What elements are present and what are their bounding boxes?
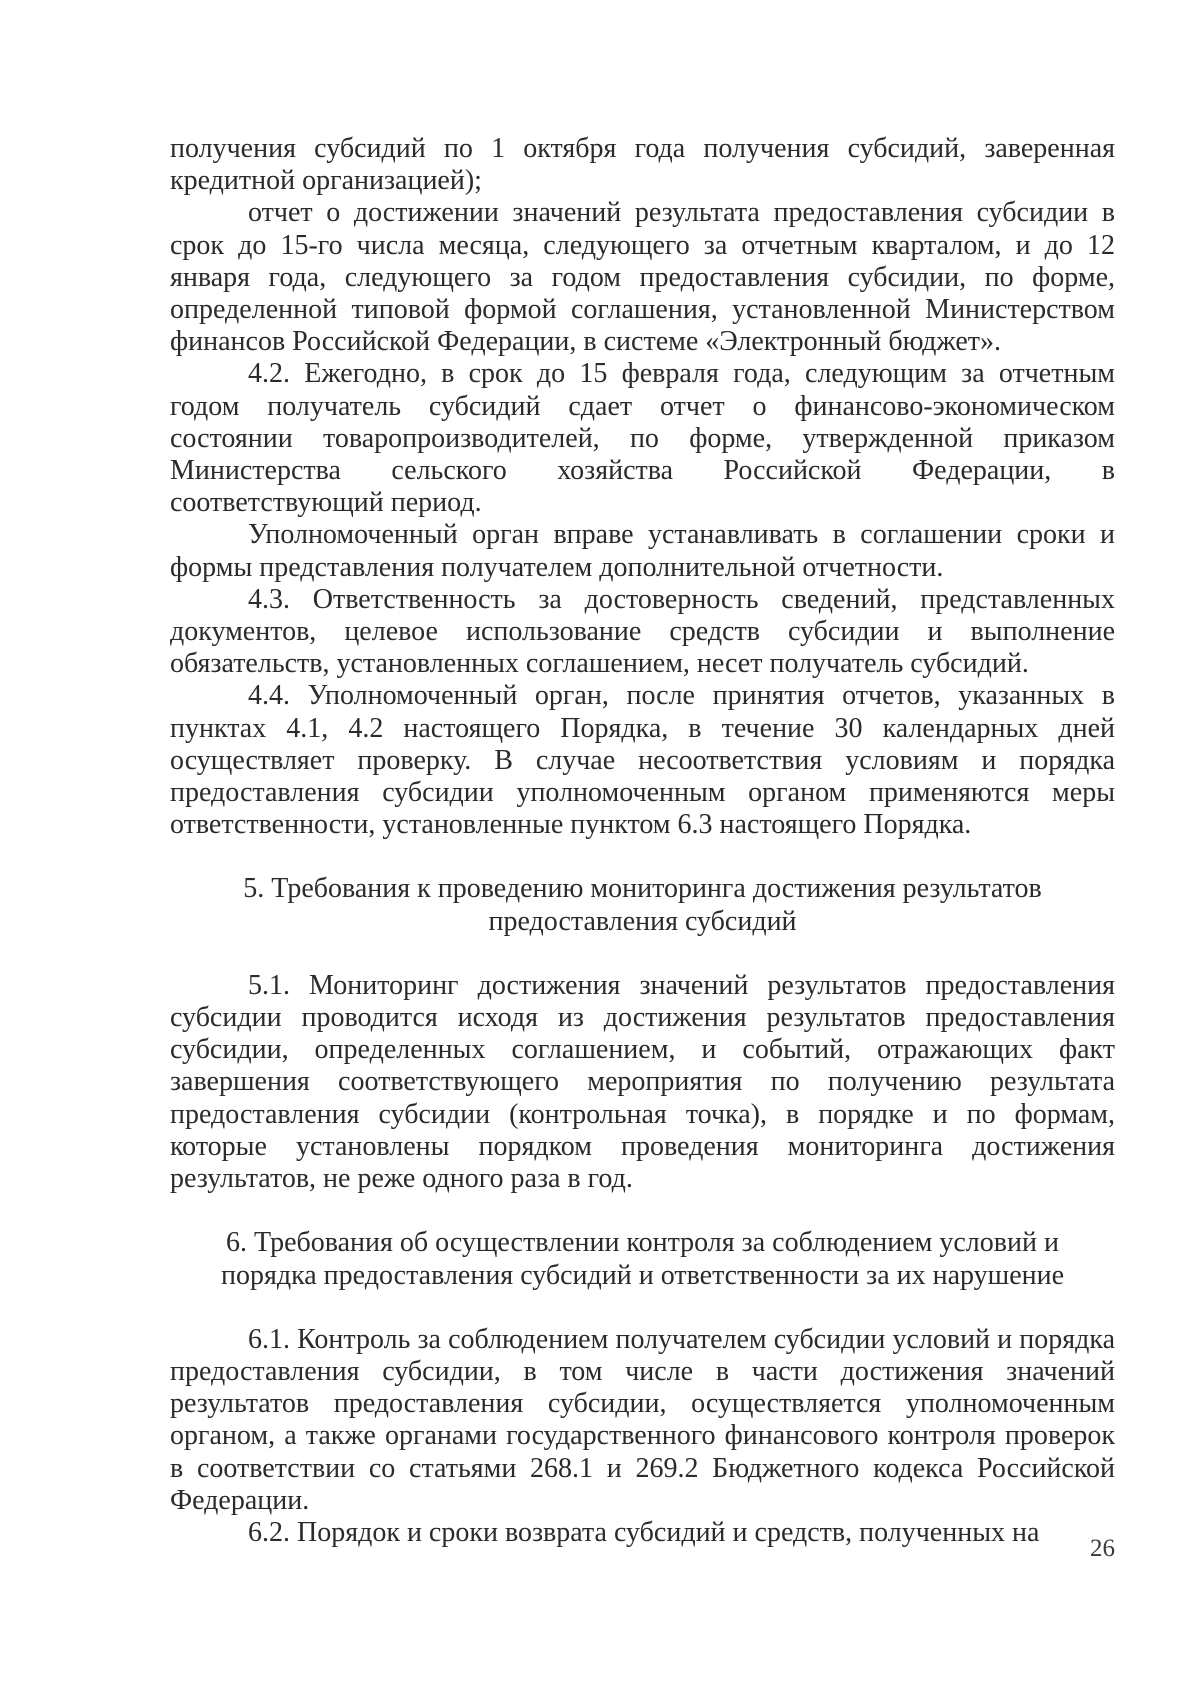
section-5-heading-line2: предоставления субсидий — [488, 905, 797, 937]
paragraph-4-3: 4.3. Ответственность за достоверность сведений, представленных документов, целевое использование средств субсидии и выполнение обязательств, установленных соглашением, несет получатель субсидий. — [170, 583, 1115, 680]
section-6-heading-line2: порядка предоставления субсидий и ответственности за их нарушение — [220, 1259, 1065, 1291]
section-6-heading-line1: 6. Требования об осуществлении контроля за соблюдением условий и — [226, 1227, 1059, 1259]
paragraph-5-1: 5.1. Мониторинг достижения значений результатов предоставления субсидии проводится исходя из достижения результатов предоставления субсидии, определенных соглашением, и событий, отражающих факт завершения соответствующего мероприятия по получению результата предоставления субсидии (контрольная точка), в порядке и по формам, которые установлены порядком проведения мониторинга достижения результатов, не реже одного раза в год. — [170, 969, 1115, 1195]
paragraph-6-1: 6.1. Контроль за соблюдением получателем субсидии условий и порядка предоставления субсидии, в том числе в части достижения значений результатов предоставления субсидии, осуществляется уполномоченным органом, а также органами государственного финансового контроля проверок в соответствии со статьями 268.1 и 269.2 Бюджетного кодекса Российской Федерации. — [170, 1323, 1115, 1516]
paragraph-4-4: 4.4. Уполномоченный орган, после принятия отчетов, указанных в пунктах 4.1, 4.2 настоящего Порядка, в течение 30 календарных дней осуществляет проверку. В случае несоответствия условиям и порядка предоставления субсидии уполномоченным органом применяются меры ответственности, установленные пунктом 6.3 настоящего Порядка. — [170, 680, 1115, 841]
paragraph-4-2: 4.2. Ежегодно, в срок до 15 февраля года, следующим за отчетным годом получатель субсидий сдает отчет о финансово-экономическом состоянии товаропроизводителей, по форме, утвержденной приказом Министерства сельского хозяйства Российской Федерации, в соответствующий период. — [170, 358, 1115, 519]
paragraph-6-2: 6.2. Порядок и сроки возврата субсидий и средств, полученных на — [248, 1516, 1040, 1548]
document-page — [170, 133, 1115, 1549]
page-number: 26 — [1090, 1535, 1115, 1562]
paragraph-authorized-body: Уполномоченный орган вправе устанавливать в соглашении сроки и формы представления получателем дополнительной отчетности. — [170, 519, 1115, 583]
paragraph-continuation: получения субсидий по 1 октября года получения субсидий, заверенная кредитной организацией); — [170, 133, 1115, 197]
paragraph-report-results: отчет о достижении значений результата предоставления субсидии в срок до 15-го числа месяца, следующего за отчетным кварталом, и до 12 января года, следующего за годом предоставления субсидии, по форме, определенной типовой формой соглашения, установленной Министерством финансов Российской Федерации, в системе «Электронный бюджет». — [170, 197, 1115, 358]
section-5-heading-line1: 5. Требования к проведению мониторинга достижения результатов — [243, 873, 1042, 905]
